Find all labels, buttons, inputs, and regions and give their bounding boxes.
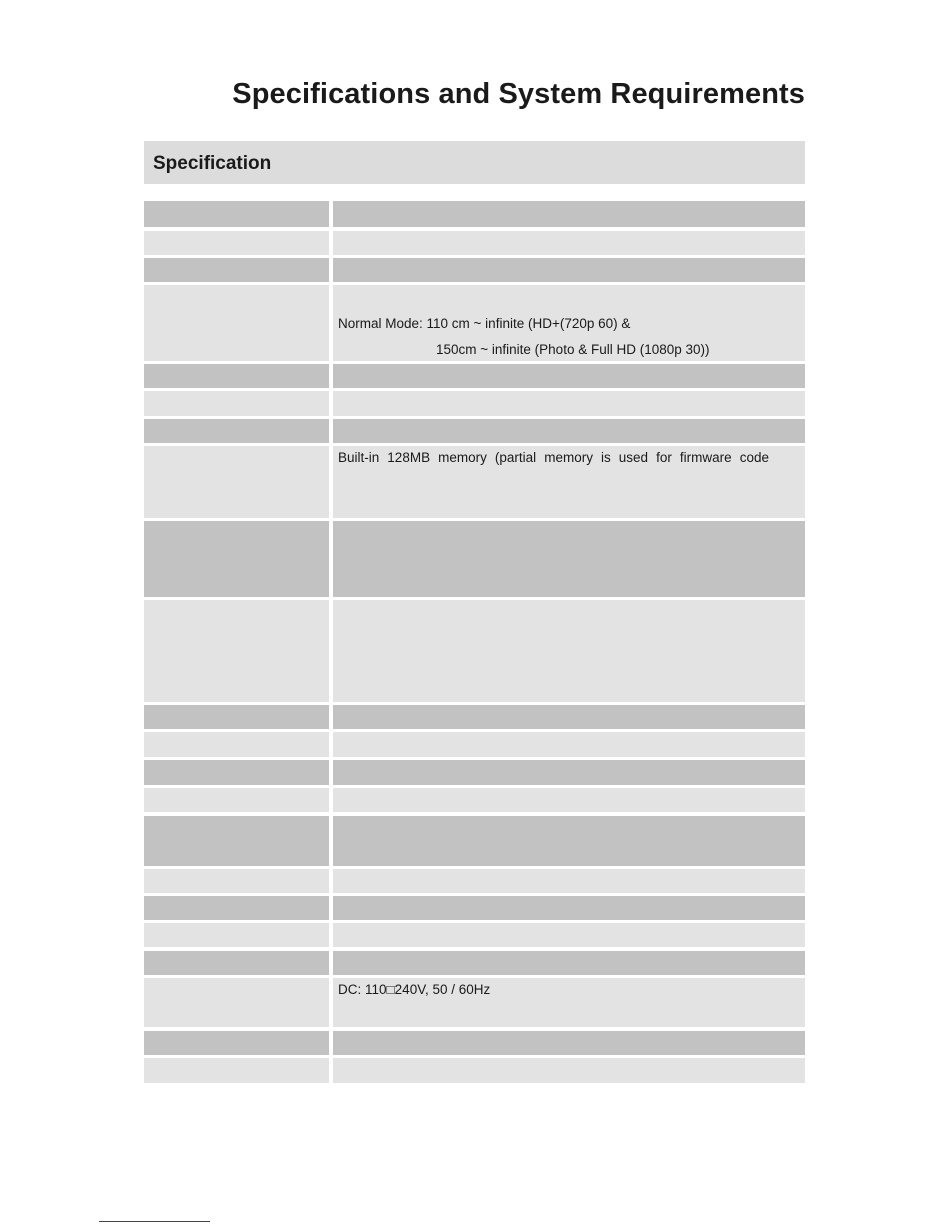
row-label-cell — [144, 896, 329, 920]
row-label-cell — [144, 788, 329, 812]
row-label-cell — [144, 446, 329, 518]
row-value-cell — [333, 446, 805, 518]
row-value-cell — [333, 285, 805, 361]
row-label-cell — [144, 978, 329, 1027]
table-row — [144, 869, 805, 893]
row-label-cell — [144, 419, 329, 443]
table-row — [144, 816, 805, 866]
row-label-cell — [144, 869, 329, 893]
table-row — [144, 732, 805, 757]
table-row — [144, 788, 805, 812]
footer-divider — [99, 1221, 210, 1222]
table-row — [144, 705, 805, 729]
memory-word: used — [618, 450, 649, 465]
row-value-cell — [333, 923, 805, 947]
memory-word: 128MB — [387, 450, 431, 465]
memory-description-line — [338, 450, 769, 466]
row-label-cell — [144, 285, 329, 361]
memory-word: memory — [544, 450, 593, 465]
table-row — [144, 521, 805, 597]
table-row-power — [144, 978, 805, 1027]
row-value-cell — [333, 705, 805, 729]
row-value-cell — [333, 978, 805, 1027]
table-row — [144, 896, 805, 920]
table-row — [144, 231, 805, 255]
row-label-cell — [144, 705, 329, 729]
page-title: Specifications and System Requirements — [232, 78, 805, 110]
memory-word: is — [601, 450, 611, 465]
table-row — [144, 258, 805, 282]
table-row-memory — [144, 446, 805, 518]
row-value-cell — [333, 896, 805, 920]
row-value-cell — [333, 419, 805, 443]
row-label-cell — [144, 1058, 329, 1083]
row-label-cell — [144, 951, 329, 975]
table-row — [144, 600, 805, 702]
row-label-cell — [144, 732, 329, 757]
row-label-cell — [144, 816, 329, 866]
focus-normal-mode-line: Normal Mode: 110 cm ~ infinite (HD+(720p 60) & — [338, 316, 631, 331]
row-value-cell — [333, 788, 805, 812]
memory-word: Built-in — [338, 450, 380, 465]
row-value-cell — [333, 1058, 805, 1083]
memory-word: firmware — [679, 450, 732, 465]
table-row — [144, 1031, 805, 1055]
row-label-cell — [144, 391, 329, 416]
row-value-cell — [333, 732, 805, 757]
row-value-cell — [333, 231, 805, 255]
row-label-cell — [144, 923, 329, 947]
table-row — [144, 419, 805, 443]
row-label-cell — [144, 1031, 329, 1055]
row-value-cell — [333, 391, 805, 416]
power-supply-line: DC: 110□240V, 50 / 60Hz — [338, 982, 491, 997]
row-label-cell — [144, 521, 329, 597]
memory-word: for — [656, 450, 672, 465]
table-row — [144, 364, 805, 388]
row-value-cell — [333, 521, 805, 597]
row-label-cell — [144, 231, 329, 255]
memory-word: (partial — [494, 450, 537, 465]
row-value-cell — [333, 816, 805, 866]
table-row — [144, 201, 805, 227]
row-value-cell — [333, 760, 805, 785]
table-row-focus-range — [144, 285, 805, 361]
memory-word: memory — [438, 450, 487, 465]
row-value-cell — [333, 258, 805, 282]
row-value-cell — [333, 951, 805, 975]
row-label-cell — [144, 600, 329, 702]
row-label-cell — [144, 364, 329, 388]
focus-photo-mode-line: 150cm ~ infinite (Photo & Full HD (1080p 30)) — [436, 342, 710, 357]
row-value-cell — [333, 201, 805, 227]
row-label-cell — [144, 760, 329, 785]
row-value-cell — [333, 364, 805, 388]
section-header-specification: Specification — [144, 141, 805, 184]
memory-word: code — [739, 450, 769, 465]
table-row — [144, 391, 805, 416]
table-row — [144, 1058, 805, 1083]
table-row — [144, 923, 805, 947]
row-value-cell — [333, 869, 805, 893]
row-label-cell — [144, 258, 329, 282]
row-value-cell — [333, 600, 805, 702]
table-row — [144, 951, 805, 975]
row-value-cell — [333, 1031, 805, 1055]
row-label-cell — [144, 201, 329, 227]
table-row — [144, 760, 805, 785]
